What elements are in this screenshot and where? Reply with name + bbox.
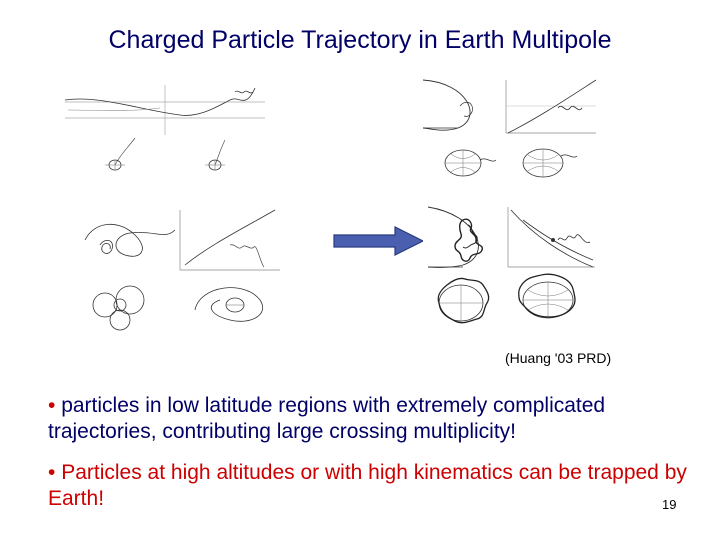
trajectory-figure-top-right [418,78,598,183]
bullet-marker: • [48,461,56,484]
slide-title: Charged Particle Trajectory in Earth Multipole [108,26,612,54]
trajectory-figure-top-left [60,80,265,185]
bullet-1 [48,393,698,445]
citation: (Huang '03 PRD) [505,350,612,366]
bullet-marker: • [48,394,56,417]
right-arrow-icon [333,226,425,256]
trajectory-figure-bottom-left [80,205,285,340]
bullet-1-text: particles in low latitude regions with extremely complicated trajectories, contributing large crossing multiplicity! [48,394,606,443]
trajectory-figure-bottom-right [423,205,598,335]
page-number: 19 [662,497,677,512]
bullet-2-text: Particles at high altitudes or with high kinematics can be trapped by Earth! [48,461,687,510]
bullet-2 [48,460,698,512]
